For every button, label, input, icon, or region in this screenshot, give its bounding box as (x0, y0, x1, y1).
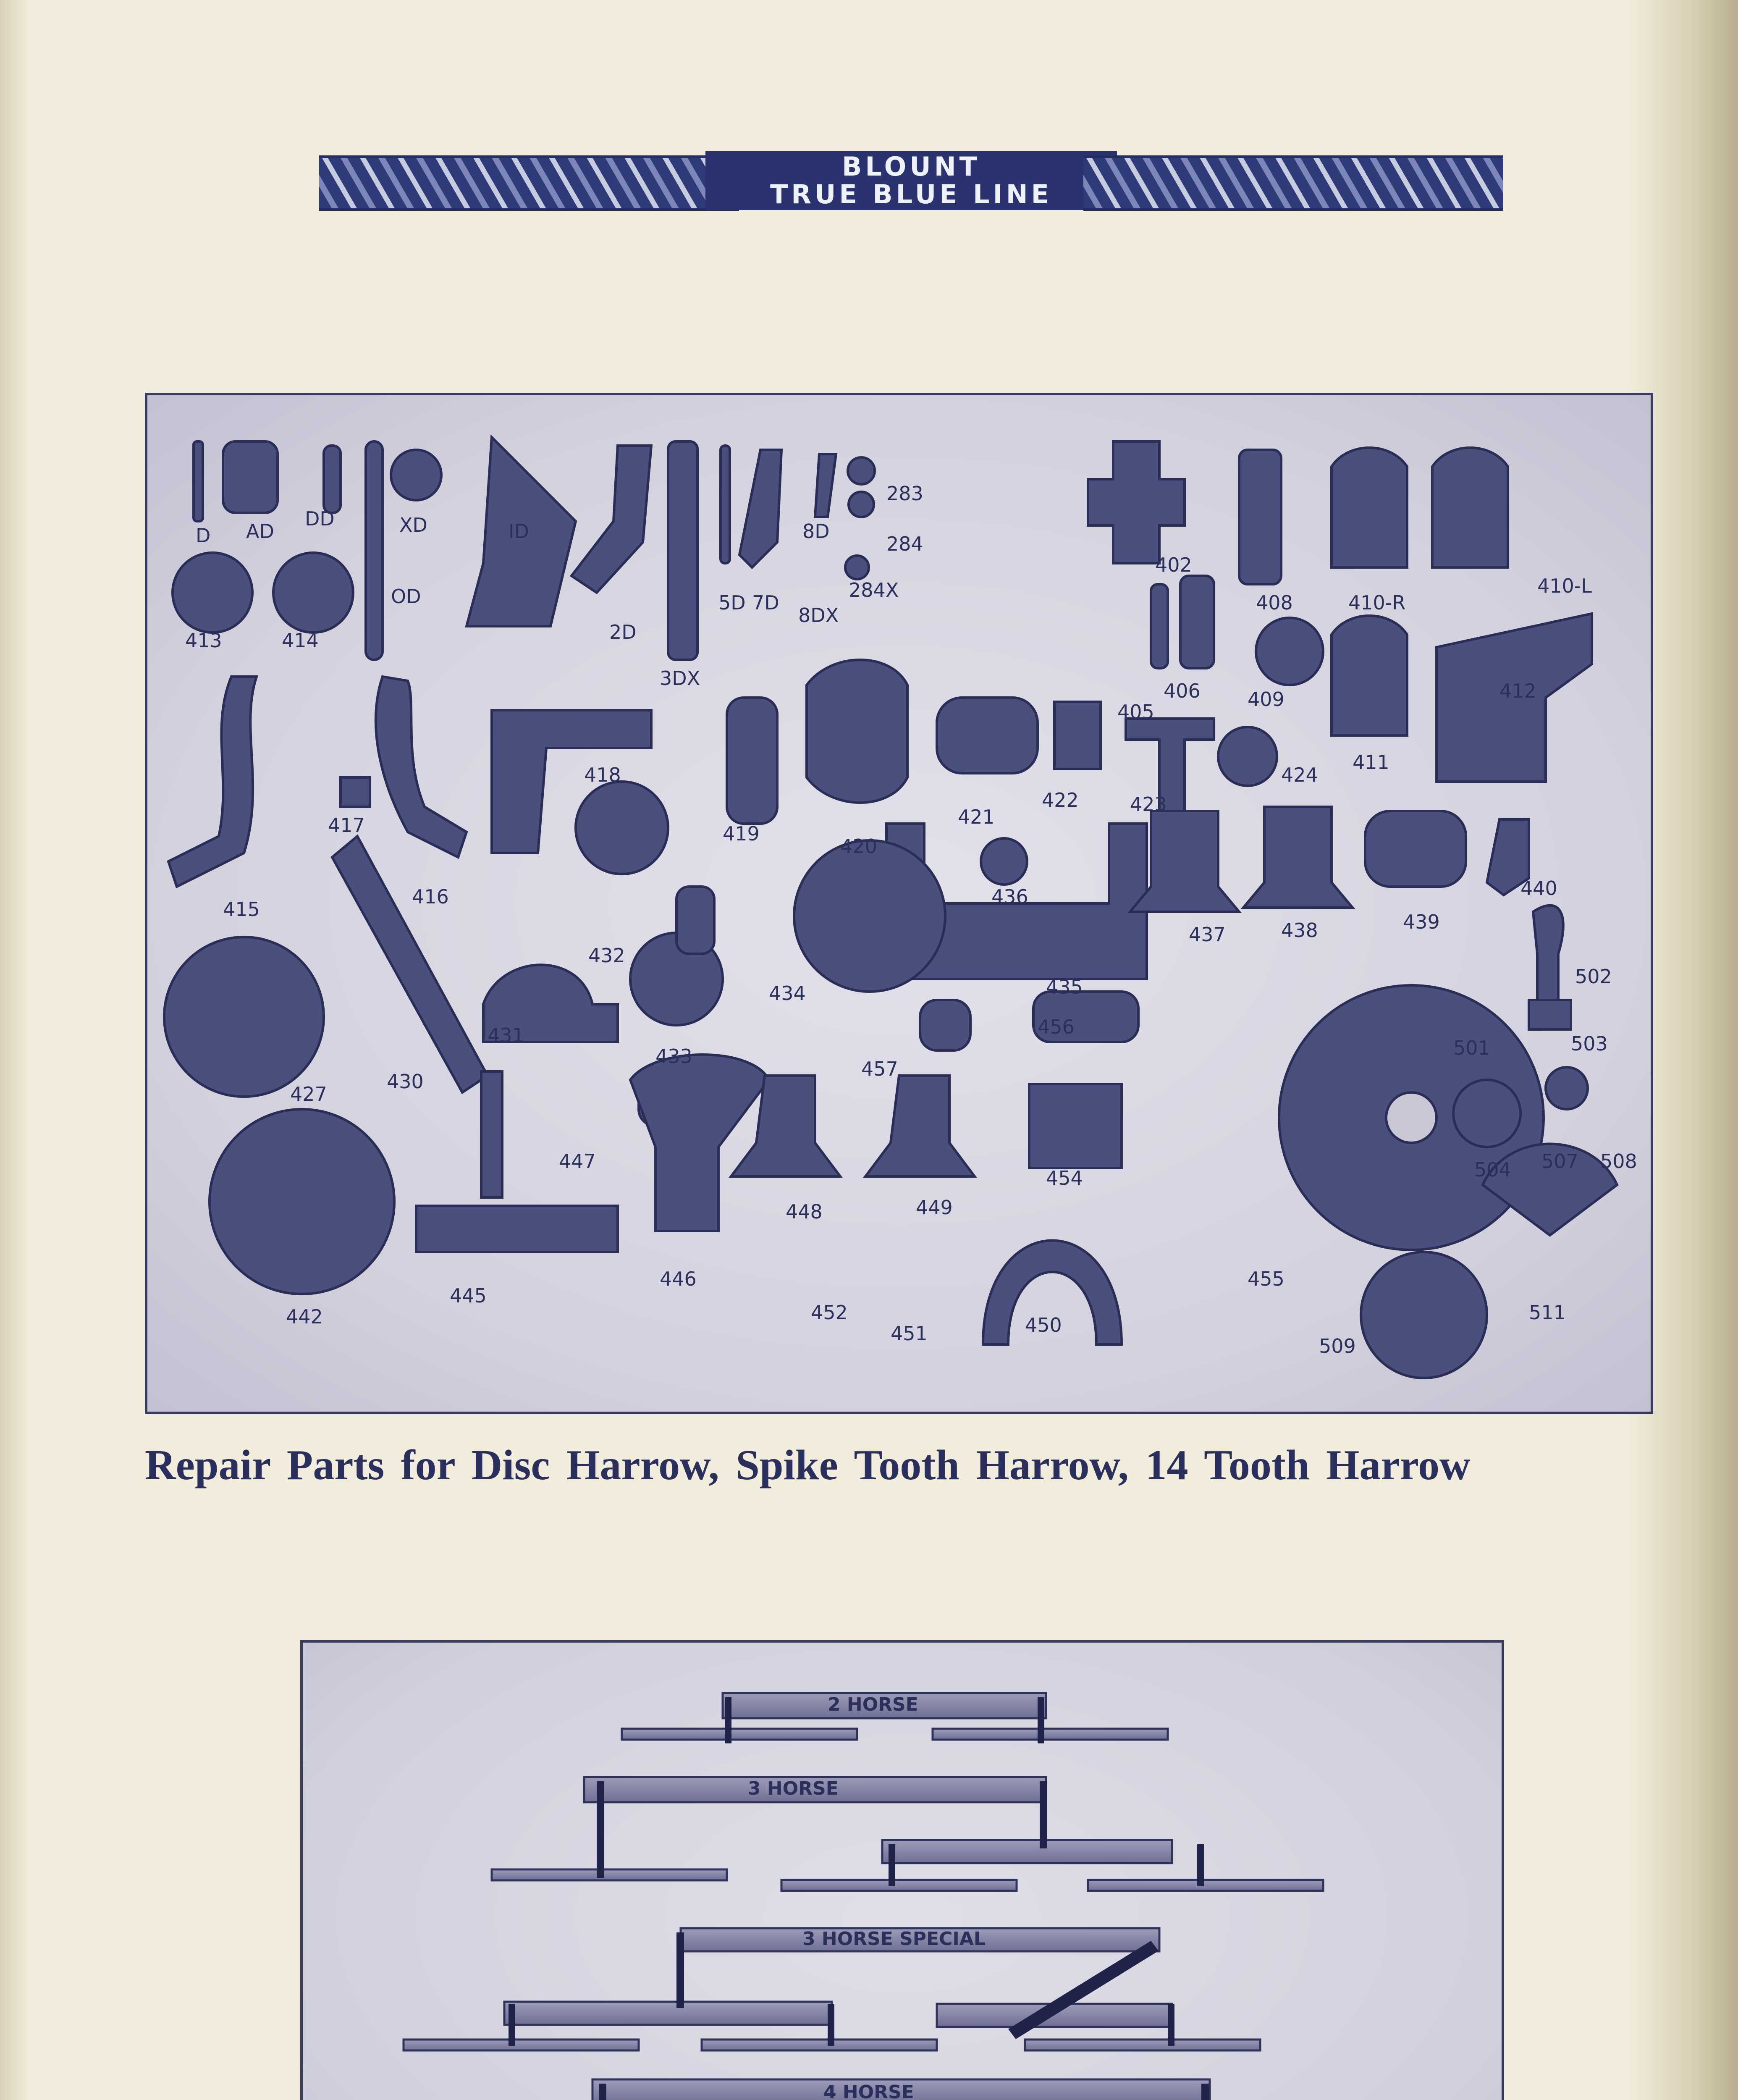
part-shape (1332, 448, 1407, 567)
part-label: 410-L (1537, 575, 1592, 597)
clevis-rod (1040, 1781, 1047, 1848)
part-label: 436 (991, 885, 1028, 908)
clevis-rod (599, 2084, 606, 2100)
part-label: D (196, 524, 211, 547)
banner-title-line2: TRUE BLUE LINE (770, 179, 1052, 210)
part-label: 408 (1256, 591, 1293, 614)
part-label: 438 (1281, 919, 1318, 942)
part-label: 414 (282, 629, 319, 652)
part-shape (1243, 807, 1353, 908)
part-label: 283 (886, 482, 923, 505)
part-label: 7D (752, 591, 779, 614)
part-shape (332, 836, 488, 1092)
clevis-rod (828, 2004, 834, 2046)
part-shape (727, 698, 777, 824)
part-label: 284X (849, 579, 899, 601)
part-label: 2D (609, 621, 637, 643)
part-shape (920, 1000, 970, 1050)
repair-parts-illustration (147, 395, 1651, 1412)
part-label: 3DX (660, 667, 700, 690)
part-label: 420 (840, 835, 877, 858)
part-label: 284 (886, 533, 923, 555)
harrow-hitches-photo (300, 1640, 1504, 2100)
part-shape (391, 450, 441, 500)
part-label: 503 (1571, 1032, 1608, 1055)
part-label: 455 (1248, 1268, 1284, 1290)
part-label: 457 (861, 1058, 898, 1080)
part-shape (815, 454, 836, 517)
part-shape (848, 457, 875, 484)
part-label: 446 (660, 1268, 697, 1290)
banner-title-line1: BLOUNT (842, 151, 980, 182)
part-shape (739, 450, 781, 567)
part-shape (1054, 702, 1101, 769)
part-label: 406 (1164, 680, 1201, 702)
part-shape (981, 838, 1027, 885)
part-shape (1432, 448, 1508, 567)
part-label: 508 (1600, 1150, 1637, 1173)
part-label: 451 (891, 1322, 928, 1345)
clevis-rod (676, 1932, 684, 2008)
page-gutter-left (0, 0, 29, 2100)
header-banner (319, 151, 1503, 210)
clevis-rod (509, 2004, 515, 2046)
part-shape (845, 556, 869, 579)
part-label: 405 (1117, 701, 1154, 723)
part-label: 445 (450, 1284, 487, 1307)
part-shape (341, 777, 370, 807)
hitch-label-3-horse: 3 HORSE (748, 1778, 839, 1799)
part-label: 437 (1189, 923, 1226, 946)
part-shape (849, 492, 874, 517)
part-label: 509 (1319, 1335, 1356, 1357)
part-shape (676, 887, 714, 954)
part-shape (1239, 450, 1281, 584)
part-label: 433 (655, 1045, 692, 1068)
part-shape (223, 441, 278, 513)
part-shape (376, 677, 467, 857)
singletree (781, 1880, 1017, 1891)
part-shape (481, 1071, 502, 1197)
part-label: 412 (1499, 680, 1536, 702)
part-label: 416 (412, 885, 449, 908)
part-shape (865, 1076, 975, 1176)
part-label: 417 (328, 814, 365, 837)
part-label: 424 (1281, 764, 1318, 786)
part-label: DD (305, 507, 335, 530)
part-shape (1088, 441, 1185, 563)
part-shape (324, 446, 341, 513)
part-shape (164, 937, 324, 1097)
part-label: 442 (286, 1305, 323, 1328)
part-shape (194, 441, 203, 521)
clevis-rod (725, 1697, 731, 1743)
part-shape (668, 441, 697, 660)
hitch-label-2-horse: 2 HORSE (828, 1694, 918, 1715)
part-label: 402 (1155, 554, 1192, 576)
evener-bar (504, 2002, 832, 2025)
singletree (404, 2040, 639, 2050)
part-shape (794, 840, 945, 992)
part-shape (416, 1206, 618, 1252)
part-label: 507 (1541, 1150, 1578, 1173)
part-shape (173, 553, 252, 633)
part-shape (1453, 1080, 1520, 1147)
harrow-hitches-illustration (303, 1643, 1502, 2100)
part-shape (1218, 727, 1277, 786)
part-label: 8D (802, 520, 830, 543)
part-label: 430 (387, 1070, 424, 1093)
part-label: 449 (916, 1196, 953, 1219)
part-label: 501 (1453, 1037, 1490, 1059)
part-label: 448 (786, 1200, 823, 1223)
singletree (492, 1869, 727, 1880)
part-shape (1180, 576, 1214, 668)
rope-ornament-left (319, 155, 739, 211)
part-label: 410-R (1348, 591, 1406, 614)
part-label: 5D (718, 591, 746, 614)
part-label: 454 (1046, 1167, 1083, 1189)
part-label: AD (246, 520, 274, 543)
part-shape (1529, 1000, 1571, 1029)
clevis-rod (1038, 1697, 1044, 1743)
part-shape (807, 660, 907, 803)
rope-ornament-right (1083, 155, 1503, 211)
part-label: 504 (1474, 1158, 1511, 1181)
banner-title-plate (705, 151, 1117, 210)
part-label: 511 (1529, 1301, 1566, 1324)
part-shape (1546, 1067, 1588, 1109)
hitch-label-3-horse-special: 3 HORSE SPECIAL (802, 1928, 986, 1950)
clevis-rod (1197, 1844, 1204, 1886)
part-shape (210, 1109, 394, 1294)
part-label: 452 (811, 1301, 848, 1324)
singletree (933, 1729, 1168, 1740)
clevis-rod (889, 1844, 895, 1886)
part-label: 418 (584, 764, 621, 786)
part-label: 8DX (798, 604, 839, 627)
part-label: 434 (769, 982, 806, 1005)
singletree (702, 2040, 937, 2050)
part-shape (937, 698, 1038, 773)
part-label: ID (509, 520, 529, 543)
part-shape (630, 1055, 769, 1231)
part-shape (721, 446, 730, 563)
part-shape (168, 677, 257, 887)
part-label: 450 (1025, 1314, 1062, 1336)
part-label: 413 (185, 629, 222, 652)
part-label: 415 (223, 898, 260, 921)
repair-parts-caption: Repair Parts for Disc Harrow, Spike Tooth Harrow, 14 Tooth Harrow (145, 1441, 1471, 1489)
clevis-rod (1168, 2004, 1174, 2046)
part-label: XD (399, 514, 427, 536)
part-shape (1332, 616, 1407, 735)
part-label: 447 (559, 1150, 596, 1173)
part-shape (571, 446, 651, 593)
singletree (1025, 2040, 1260, 2050)
part-shape (1386, 1092, 1437, 1143)
part-label: 419 (723, 822, 760, 845)
repair-parts-photo (145, 393, 1653, 1414)
part-shape (1256, 618, 1323, 685)
part-label: 502 (1575, 965, 1612, 988)
part-shape (273, 553, 353, 633)
part-label: 409 (1248, 688, 1284, 711)
part-shape (1365, 811, 1466, 887)
part-shape (1029, 1084, 1122, 1168)
part-label: 440 (1520, 877, 1557, 900)
part-shape (1361, 1252, 1487, 1378)
part-label: 439 (1403, 911, 1440, 933)
evener-bar (882, 1840, 1172, 1863)
part-label: 431 (488, 1024, 524, 1047)
part-label: 427 (290, 1083, 327, 1105)
part-label: 411 (1353, 751, 1389, 774)
part-label: OD (391, 585, 421, 608)
singletree (622, 1729, 857, 1740)
part-label: 422 (1042, 789, 1079, 811)
part-label: 421 (958, 806, 995, 828)
part-label: 423 (1130, 793, 1167, 816)
part-shape (366, 441, 383, 660)
part-label: 456 (1038, 1016, 1075, 1038)
part-label: 432 (588, 944, 625, 967)
part-shape (576, 782, 668, 874)
hitch-label-4-horse: 4 HORSE (823, 2082, 914, 2100)
clevis-rod (1201, 2084, 1209, 2100)
part-shape (1151, 584, 1168, 668)
singletree (1088, 1880, 1323, 1891)
clevis-rod (597, 1781, 604, 1878)
part-label: 435 (1046, 976, 1083, 998)
